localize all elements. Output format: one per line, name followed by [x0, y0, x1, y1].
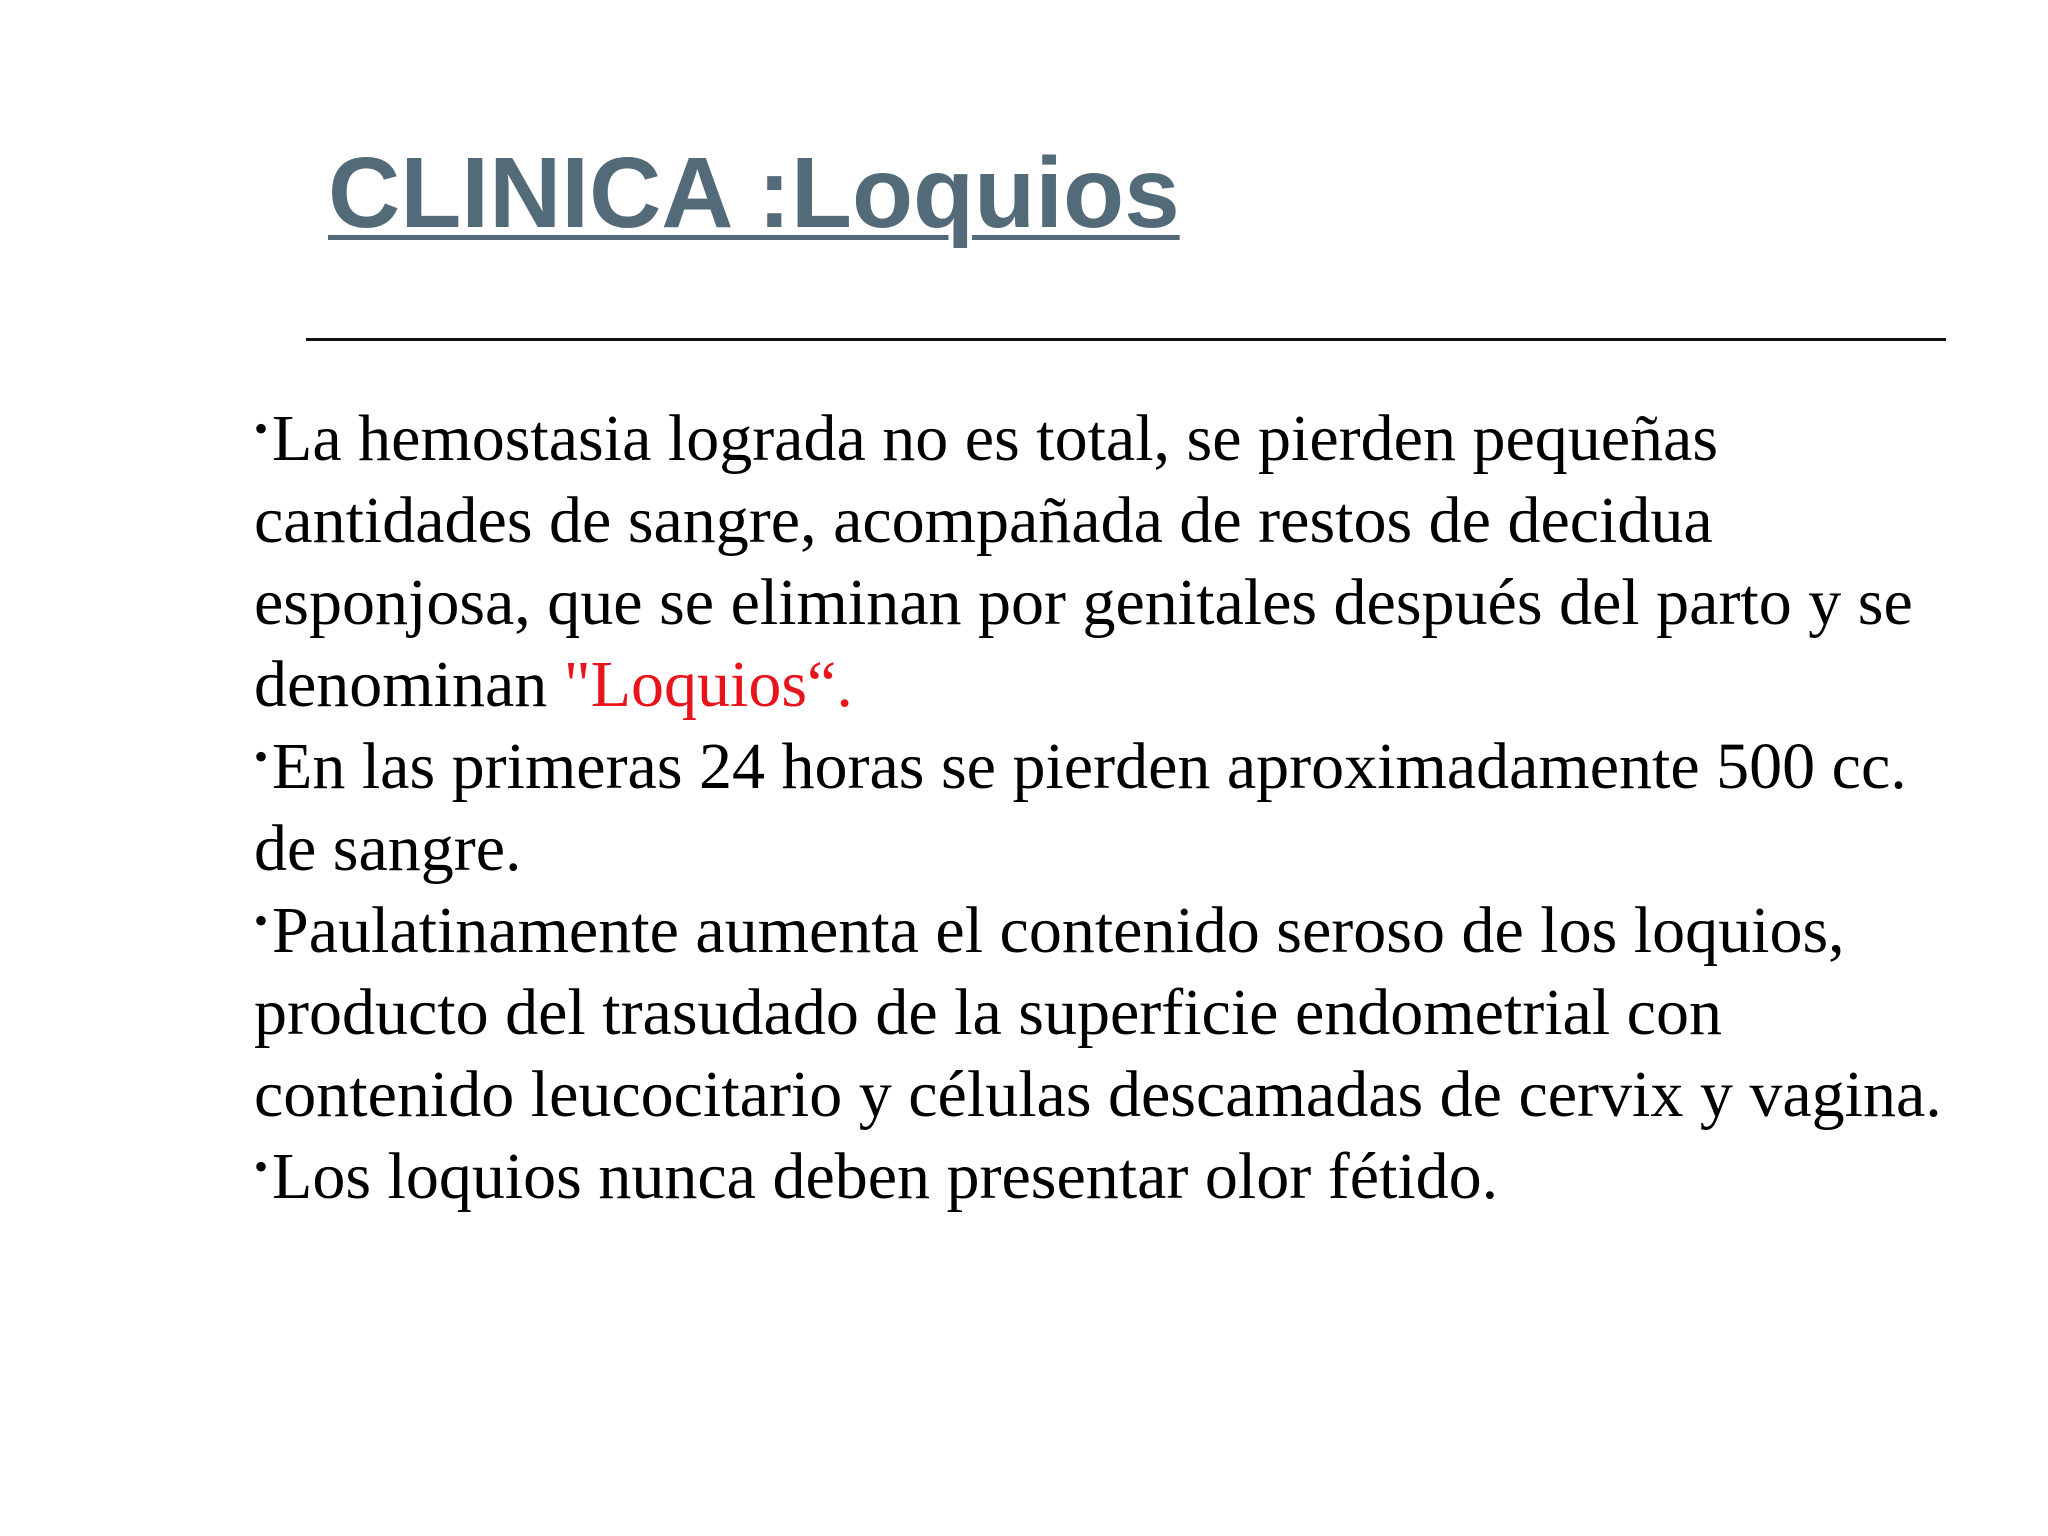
bullet-text: En las primeras 24 horas se pierden aproximadamente 500 cc. de sangre. — [254, 730, 1907, 885]
title-divider — [306, 338, 1946, 341]
bullet-text: Paulatinamente aumenta el contenido seroso de los loquios, producto del trasudado de la superficie endometrial con contenido leucocitario y células descamadas de cervix y vagina. — [254, 894, 1942, 1131]
bullet-list — [254, 398, 1984, 1218]
bullet-item: •En las primeras 24 horas se pierden aproximadamente 500 cc. de sangre. — [254, 730, 1907, 885]
highlighted-term: "Loquios“. — [563, 648, 853, 721]
bullet-item: •La hemostasia lograda no es total, se pierden pequeñas cantidades de sangre, acompañada de restos de decidua esponjosa, que se eliminan por genitales después del parto y se denominan "Loquios“. — [254, 402, 1913, 721]
bullet-item: •Los loquios nunca deben presentar olor fétido. — [254, 1140, 1499, 1213]
bullet-text: Los loquios nunca deben presentar olor fétido. — [272, 1140, 1499, 1213]
slide-title: CLINICA :Loquios — [328, 137, 1180, 249]
bullet-text: La hemostasia lograda no es total, se pierden pequeñas cantidades de sangre, acompañada de restos de decidua esponjosa, que se eliminan por genitales después del parto y se denominan — [254, 402, 1913, 721]
bullet-item: •Paulatinamente aumenta el contenido seroso de los loquios, producto del trasudado de la superficie endometrial con contenido leucocitario y células descamadas de cervix y vagina. — [254, 894, 1942, 1131]
